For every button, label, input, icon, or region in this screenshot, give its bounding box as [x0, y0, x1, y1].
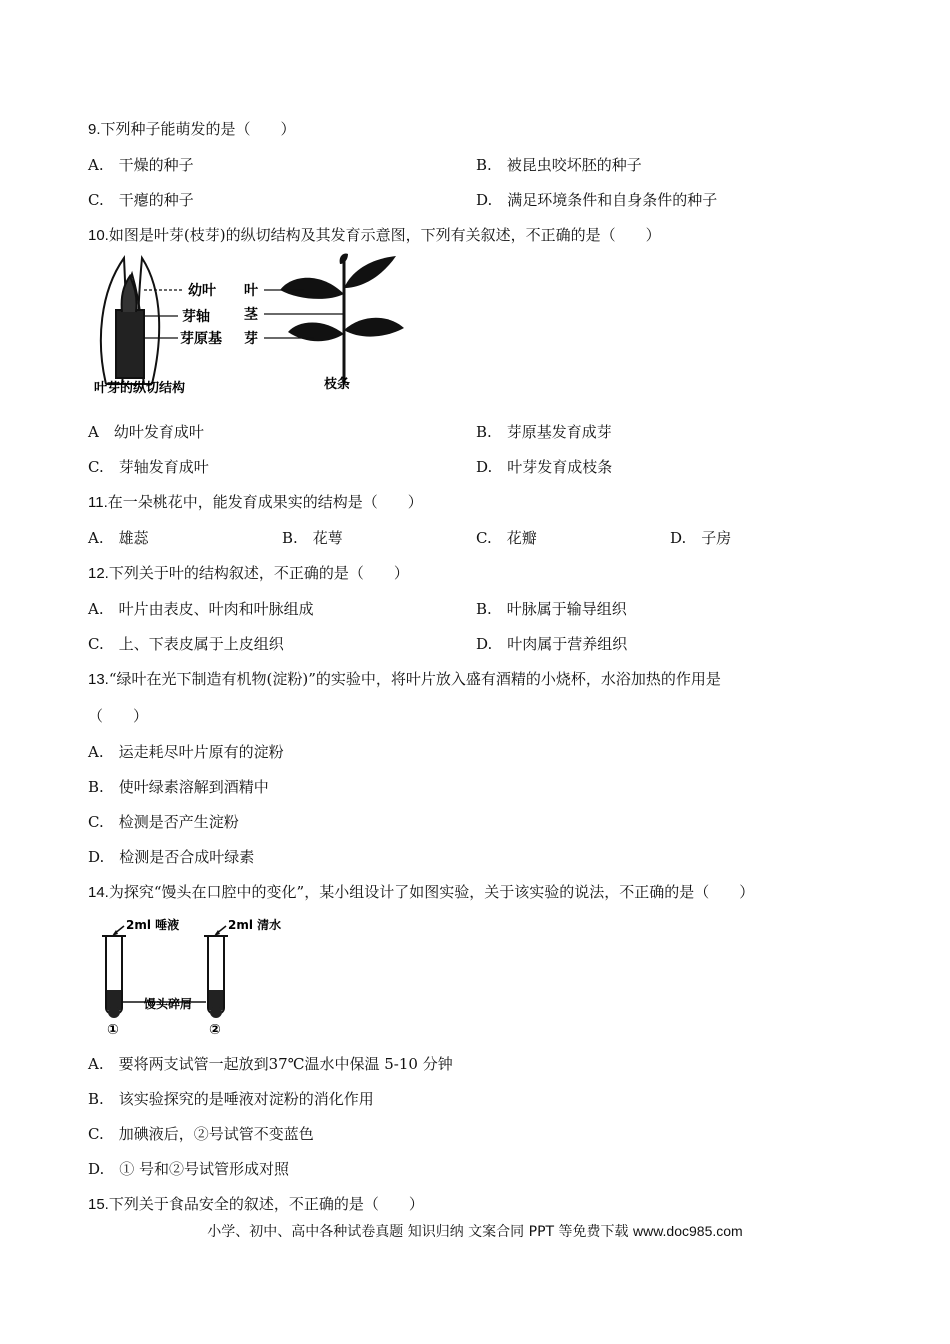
q13-option-a: A. 运走耗尽叶片原有的淀粉 [88, 743, 284, 761]
q12-option-b: B. 叶脉属于输导组织 [476, 600, 627, 618]
q10-option-b: B. 芽原基发育成芽 [476, 423, 612, 441]
caption-branch: 枝条 [324, 377, 351, 392]
q13-option-b: B. 使叶绿素溶解到酒精中 [88, 778, 269, 796]
question-10-stem: 10.如图是叶芽(枝芽)的纵切结构及其发育示意图，下列有关叙述，不正确的是（ ） [88, 226, 661, 244]
caption-bud-section: 叶芽的纵切结构 [94, 381, 186, 396]
q14-option-c: C. 加碘液后，②号试管不变蓝色 [88, 1125, 314, 1143]
q13-option-c: C. 检测是否产生淀粉 [88, 813, 239, 831]
q9-option-b: B. 被昆虫咬坏胚的种子 [476, 156, 642, 174]
q12-option-c: C. 上、下表皮属于上皮组织 [88, 635, 284, 653]
q9-option-c: C. 干瘪的种子 [88, 191, 194, 209]
label-bud-primordium: 芽原基 [180, 331, 222, 347]
label-leaf: 叶 [244, 283, 258, 299]
test-tube-2-contents [209, 990, 223, 1018]
label-young-leaf: 幼叶 [188, 283, 216, 299]
question-11-stem: 11.在一朵桃花中，能发育成果实的结构是（ ） [88, 493, 423, 511]
question-13-stem-continued: （ ） [88, 707, 149, 725]
q14-option-d: D. ① 号和②号试管形成对照 [88, 1160, 290, 1178]
q13-option-d: D. 检测是否合成叶绿素 [88, 848, 255, 866]
label-bud: 芽 [244, 331, 258, 347]
bud-section-drawing [101, 258, 159, 384]
q12-option-d: D. 叶肉属于营养组织 [476, 635, 628, 653]
tube-mark-2: ② [209, 1022, 221, 1036]
question-9-stem: 9.下列种子能萌发的是（ ） [88, 120, 296, 138]
label-water: 2ml 清水 [228, 918, 282, 932]
q11-option-d: D. 子房 [670, 529, 732, 547]
question-13-stem: 13.“绿叶在光下制造有机物(淀粉)”的实验中，将叶片放入盛有酒精的小烧杯，水浴加热的作用是 [88, 670, 721, 688]
branch-drawing [280, 253, 404, 384]
label-stem: 茎 [244, 307, 258, 323]
label-saliva: 2ml 唾液 [126, 918, 180, 932]
q11-option-b: B. 花萼 [282, 529, 343, 547]
q11-option-a: A. 雄蕊 [88, 529, 149, 547]
leaf-bud-diagram [92, 252, 412, 402]
page-footer [0, 1221, 950, 1241]
q10-option-a: A 幼叶发育成叶 [88, 423, 204, 441]
q12-option-a: A. 叶片由表皮、叶肉和叶脉组成 [88, 600, 314, 618]
question-15-stem: 15.下列关于食品安全的叙述，不正确的是（ ） [88, 1195, 424, 1213]
footer-text: 小学、初中、高中各种试卷真题 知识归纳 文案合同 PPT 等免费下载 [207, 1224, 629, 1240]
q10-option-c: C. 芽轴发育成叶 [88, 458, 209, 476]
q9-option-a: A. 干燥的种子 [88, 156, 194, 174]
question-14-stem: 14.为探究“馒头在口腔中的变化”，某小组设计了如图实验，关于该实验的说法，不正确的是（ ） [88, 883, 755, 901]
footer-site-link[interactable]: www.doc985.com [632, 1223, 743, 1239]
q14-option-a: A. 要将两支试管一起放到37℃温水中保温 5-10 分钟 [88, 1055, 453, 1073]
label-bread-crumbs: 馒头碎屑 [144, 997, 193, 1011]
q14-option-b: B. 该实验探究的是唾液对淀粉的消化作用 [88, 1090, 374, 1108]
test-tube-diagram [94, 912, 304, 1036]
q10-option-d: D. 叶芽发育成枝条 [476, 458, 613, 476]
label-bud-axis: 芽轴 [182, 309, 210, 325]
q11-option-c: C. 花瓣 [476, 529, 537, 547]
question-12-stem: 12.下列关于叶的结构叙述，不正确的是（ ） [88, 564, 409, 582]
test-tube-1-contents [107, 990, 121, 1018]
tube-mark-1: ① [107, 1022, 119, 1036]
q9-option-d: D. 满足环境条件和自身条件的种子 [476, 191, 718, 209]
